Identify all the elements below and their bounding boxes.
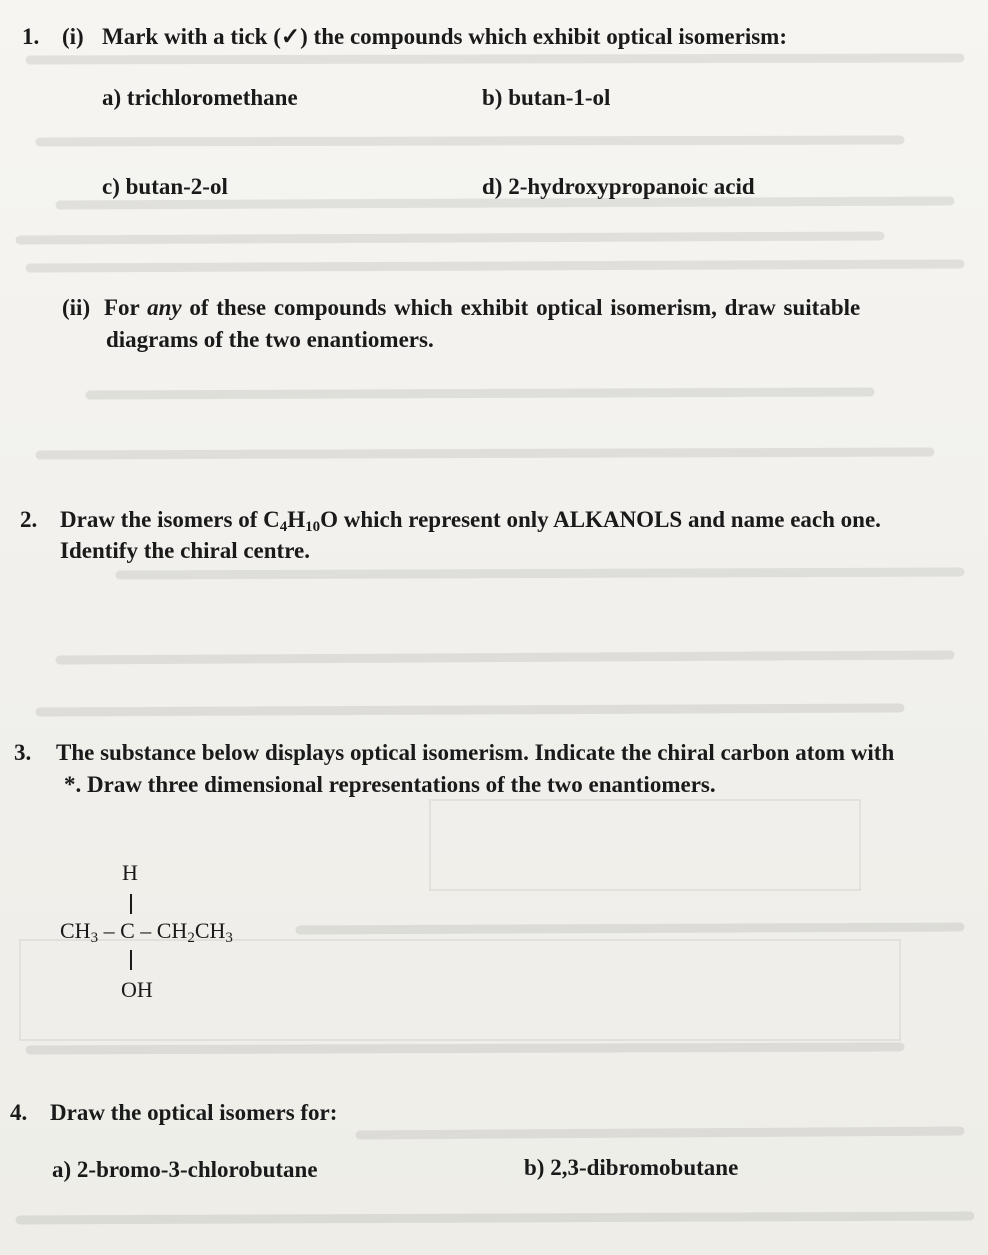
- q1-option-c: c) butan-2-ol: [102, 174, 228, 199]
- q1-part-i-text: Mark with a tick (✓) the compounds which exhibit optical isomerism:: [102, 24, 787, 49]
- bond-left: –: [103, 918, 115, 943]
- q1-part-ii-line2: diagrams of the two enantiomers.: [106, 327, 434, 352]
- q2-line1: [60, 505, 881, 535]
- q1-option-d: d) 2-hydroxypropanoic acid: [482, 174, 755, 199]
- bond-vertical-top: [130, 894, 132, 914]
- q2-line1-pre: Draw the isomers of C: [60, 507, 280, 532]
- q4-option-a: a) 2-bromo-3-chlorobutane: [52, 1157, 318, 1182]
- q3-number: 3.: [14, 740, 32, 765]
- q2-line1-post: O which represent only ALKANOLS and name each one.: [320, 507, 881, 532]
- q2-line2: Identify the chiral centre.: [60, 538, 310, 563]
- bond-vertical-bottom: [130, 950, 132, 970]
- structure-ch3-left: CH: [60, 918, 91, 943]
- q2-number: 2.: [20, 507, 38, 532]
- q1-part-ii-emph: any: [147, 295, 182, 320]
- q1-option-b: b) butan-1-ol: [482, 85, 611, 110]
- q1-option-a: a) trichloromethane: [102, 85, 298, 110]
- q1-number: 1.: [22, 24, 40, 49]
- q1-part-ii-label: (ii): [62, 295, 91, 320]
- structure-ch3-right: CH: [194, 918, 226, 943]
- q3-line2: *. Draw three dimensional representations of the two enantiomers.: [64, 772, 716, 797]
- bond-right: –: [140, 918, 152, 943]
- structure-h-top: H: [122, 860, 138, 885]
- q4-option-b: b) 2,3-dibromobutane: [524, 1155, 739, 1180]
- structure-ch3-right-sub: 3: [225, 930, 233, 946]
- q2-h: H: [287, 507, 306, 532]
- q4-number: 4.: [10, 1100, 28, 1125]
- structure-ch2: CH: [156, 918, 188, 943]
- structure-ch3-sub: 3: [90, 930, 99, 946]
- q1-part-i-label: (i): [62, 24, 84, 49]
- structure-chiral-carbon: C: [120, 918, 135, 943]
- q2-sub-c: 4: [279, 519, 288, 535]
- q1-part-ii-line1: [104, 293, 860, 323]
- q4-text: Draw the optical isomers for:: [50, 1100, 338, 1125]
- q2-sub-h: 10: [305, 519, 321, 535]
- structure-main-chain: [60, 918, 233, 944]
- q3-line1: The substance below displays optical isomerism. Indicate the chiral carbon atom with: [56, 740, 895, 765]
- structure-ch2-sub: 2: [187, 930, 195, 946]
- q1-part-ii-pre: For: [104, 295, 140, 320]
- structure-oh-bottom: OH: [121, 977, 153, 1002]
- q1-part-ii-post: of these compounds which exhibit optical isomerism, draw suitable: [189, 295, 861, 320]
